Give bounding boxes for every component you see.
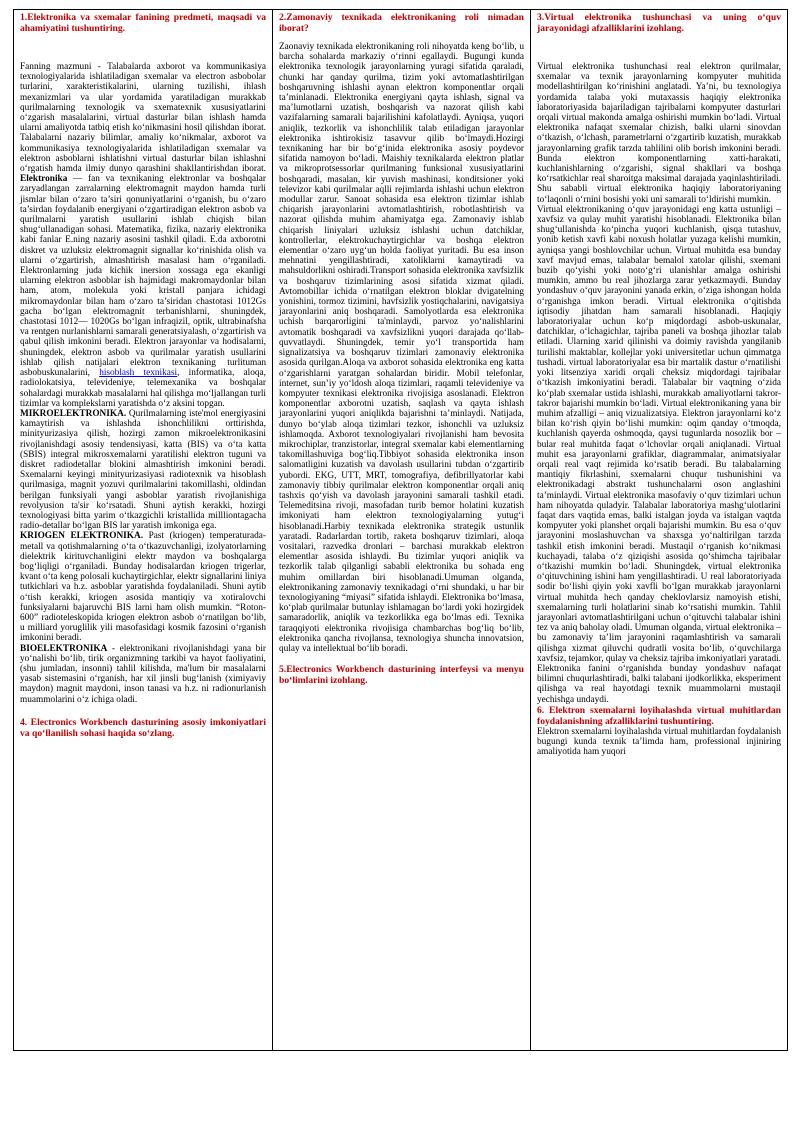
question-1-heading: 1.Elektronika va sxemalar fanining predmeti, maqsadi va ahamiyatini tushuntiring.	[20, 12, 266, 34]
term-bioelektronika: BIOELEKTRONIKA	[20, 643, 108, 654]
term-mikroelektronika: MIKROELEKTRONIKA.	[20, 408, 127, 419]
spacer	[537, 42, 781, 62]
term-kriogen: KRIOGEN ELEKTRONIKA.	[20, 531, 144, 542]
document-table	[13, 9, 788, 1051]
mikroelektronika-paragraph: MIKROELEKTRONIKA. Qurilmalarning iste'mol energiyasini kamaytirish va ishlashda ishonchlilikni orttirishda, minityurizasiya qilish, hozirgi zamon mikroelektronikasini rivojlanishdagi asosiy tendensiyasi, katta (BIS) va o‘ta katta (SBIS) integral mikrosxemalarni yaratilishi elektron tuguni va diskret radiodetallar blokini almashtirish imkonini beradi. Sxemalarni keyingi minityurizasiyasi radiotexnik va hisoblash qurilmasiga, magnit yozuvi qurilmalarini takomillashi, oldindan berilgan funksiyali yangi asboblar yaratish rivojlanishiga revolyusion ta'sir ko‘rsatadi. Shuni aytish kerakki, hozirgi texnologiyasi bitta yarim o‘tkazgichli kristallida millliontagacha radio-detallar bo‘lgan BIS lar yaratish imkoniga ega.	[20, 408, 266, 532]
question-6-text: Elektron sxemalarni loyihalashda virtual muhitlardan foydalanish bugungi kunda texnik ta’limda ham, professional injiniring amaliyotida ham yuqori	[537, 726, 781, 758]
bioelektronika-paragraph: BIOELEKTRONIKA - elektronikani rivojlanishdagi yana bir yo‘nalishi bo‘lib, tirik organizmning tarkibi va hayot faoliyatini, (shu jumladan, insonni) tahlil kilishda, ma'lum bir masalalarni yasab sistemasini o‘rganish, har xil jinsli bug‘lanish (ximiyaviy maydon) magnit maydoni, inson tanasi va h.z. ni radionurlanish muammolarini o‘z ichiga oladi.	[20, 643, 266, 705]
question-3-text: Virtual elektronikaning o‘quv jarayonidagi eng katta ustunligi – xavfsiz va qulay muhit yaratishi hisoblanadi. Elektronika bilan shug‘ullanishda ko‘pincha yuqori kuchlanish, qisqa tutashuv, yonib ketish xavfi kabi noxush holatlar yuzaga kelishi mumkin, ayniqsa yangi boshlovchilar uchun. Virtual muhitda esa bunday xavf mavjud emas, talabalar bemalol xatolar qilishi, sxemani buzib qo‘yishi yoki noto‘g‘ri ulanishlar amalga oshirishi mumkin, ammo bu real jihozlarga zarar yetkazmaydi. Bunday yondashuv o‘quv jarayonini yanada erkin, o‘ziga ishongan holda o‘rganishga imkon beradi. Virtual elektronika o‘qitishda iqtisodiy jihatdan ham samarali hisoblanadi. Haqiqiy laboratoriyalar uchun ko‘p miqdordagi asbob-uskunalar, datchiklar, o‘lchagichlar, tajriba paneli va boshqa jihozlar talab etiladi. Ularning xarid qilinishi va doimiy ravishda yangilanib turilishi maktablar, kollejlar yoki universitetlar uchun qimmatga tushadi. virtual laboratoriyalar esa bir martalik dastur o‘rnatilishi yoki litsenziya xaridi orqali cheksiz miqdordagi tajribalar o‘tkazish imkoniyatini beradi. Talabalar bir vaqtning o‘zida ko‘plab sxemalar ustida ishlashi, murakkab amaliyotlarni takror-takror bajarishi mumkin bo‘ladi. Virtual elektronikaning yana bir muhim afzalligi – aniq vizualizatsiya. Elektron jarayonlarni ko‘z bilan ko‘rish qiyin bo‘lishi mumkin: oqim qanday o‘tmoqda, kuchlanish qayerda oshmoqda, qaysi tugunlarda nosozlik bor – bular real muhitda faqat o‘lchovlar orqali aniqlanadi. Virtual muhit esa jarayonlarni grafiklar, diagrammalar, animatsiyalar orqali real vaqt rejimida ko‘rsatib beradi. Bu talabalarning mantiqiy fikrlashini, sxemalarni chuqur tushunishini va elektronikadagi abstrakt tushunchalarni oson anglashini ta’minlaydi. Virtual elektronika masofaviy o‘quv tizimlari uchun ham nihoyatda quladyir. Talabalar laboratoriya mashg‘ulotlarini faqat dars vaqtida emas, balki istalgan joyda va istalgan vaqtda kompyuter yoki planshet orqali bajarishi mumkin. Bu esa o‘quv jarayonini moslashuvchan va shaxsga yo‘naltirilgan tarzda tashkil etish imkonini beradi. Mustaqil o‘rganish ko‘nikmasi kuchayadi, talaba o‘z qiziqishi asosida qo‘shimcha tajribalar o‘tkazishi mumkin bo‘ladi. Shuningdek, virtual elektronika o‘qituvchining ishini ham yengillashtiradi. U real laboratoriyada sodir bo‘lishi qiyin yoki xavfli bo‘lgan murakkab jarayonlarni virtual muhitda hech qanday cheklovlarsiz namoyish etishi, sxemalarning turli holatlarini sinab ko‘rsatishi mumkin. Tahlil jarayonlari avtomatlashtirilgani uchun o‘qituvchi talabalar ishini tez va aniq baholay oladi. Umuman olganda, virtual elektronika – bu zamonaviy ta’lim jarayonini raqamlashtirish va samarali qilishga xizmat qiluvchi qudratli vosita bo‘lib, o‘quvchilarga xavfsiz, tejamkor, qulay va cheksiz tajriba imkoniyatlari yaratadi. Elektronika fanini o‘rganishda bunday yondashuv nafaqat bilimni chuqurlashtiradi, balki talabani ijodkorlikka, eksperiment qilishga va real hayotdagi texnik muammolarni mustaqil yechishga undaydi.	[537, 204, 781, 705]
spacer	[20, 42, 266, 62]
question-1-text: Fanning mazmuni - Talabalarda axborot va kommunikasiya texnologiyalarida ishlatiladigan sxemalar va electron asbobolar turlarini, xarakteristikalarini, ularning tuzilishi, ihlash mexanizmlari va ular yordamida yaratiladigan murakkab qurilmalarning texnologik va sxematexnik xususiyatlarini o‘zgarish masalalarini, virtual dasturlar bilan ishlash hamda ularni amaliyotda tatbiq etish ko‘nikmasini hosil qilishdan iborat. Talabalarni nazariy bilimlar, amaliy ko‘nikmalar, axborot va kommunikasiya texnologiyalarida ishlatiladigan sxemalar va elektron asboblarni ishlatishni virtual dasturlar bilan ishlashni o‘rgatish hamda ilmiy dunyo qarashini shakllantirishdan iborat. Elektronika — fan va texnikaning elektronlar va boshqalar zaryadlangan zarralarning elektromagnit maydon hamda turli jismlar bilan o‘zaro ta’siri qonuniyatlarini o‘rganish, bu o‘zaro ta’sirdan foydalanib energiyani o‘zgartiradigan elektron asbob va qurilmalarni yaratish usullarini ishlab chiqish bilan shug‘ullanadigan sohasi. Matematika, fizika, nazariy elektronika kabi fanlar E.ning nazariy asosini tashkil qiladi. E.da axborotni diskret va uzluksiz elektromagnit signallar ko‘rinishida olish va ularni o‘zgartirish, almashtirish masalasi ham o‘rganiladi. Elektronlarning juda kichik inersion xossaga ega ekanligi ularning elektron asboblar ish hajmidagi makromaydonlar bilan ham, atom, molekula yoki kristall panjara ichidagi mikromaydonlar bilan ham o‘zaro ta’siridan chastotasi 1012Gs gacha bo‘lgan elektromagnit terbanishlarni, shuningdek, chastotasi 1012— 1020Gs bo‘lgan infraqizil, optik, ultrabinafsha va rentgen nurlanishlarni samarali generatsiyalash, o‘zgartirish va qabul qilish imkonini beradi. Elektron jarayonlar va hodisalarni, shuningdek, elektron asbob va qurilmalar yaratish usullarini ishlab qilish natijalari elektron texnikaning turlituman asbobuskunalarini, hisoblash texnikasi, informatika, aloqa, radiolokatsiya, televideniye, telemexanika va boshqalar sohalardagi murakkab masalalarni hal qilishga mo‘ljallangan turli tizimlar va komplekslarni yaratishda o‘z aksini topgan.	[20, 62, 266, 409]
question-2-text: Zaonaviy texnikada elektronikaning roli nihoyatda keng bo‘lib, u barcha sohalarda markaziy o‘rinni egallaydi. Bugungi kunda elektronika texnologik jarayonlarning yuragi sifatida qaraladi, chunki har qanday qurilma, tizim yoki avtomatlashtirilgan boshqaruvning ishlashi aynan elektron komponentlar orqali ta’minlanadi. Elektronika energiyani qayta ishlash, signal va ma’lumotlarni uzatish, boshqarish va nazorat qilish kabi vazifalarning samarali bajarilishini kafolatlaydi. Ayniqsa, yuqori aniqlik, tezkorlik va ishonchlilik talab etiladigan jarayonlar elektronika ishtirokisiz tasavvur qilib bo‘lmaydi.Hozirgi texnikaning har bir bo‘g‘inida elektronika asosiy poydevor sifatida namoyon bo‘ladi. Maishiy texnikalarda elektron platlar va mikroprotsessorlar qurilmaning funksional xususiyatlarini boshqaradi, masalan, kir yuvish mashinasi, konditsioner yoki televizor kabi qurilmalar aqlli rejimlarda ishlashi uchun elektron modullar zarur. Sanoat sohasida esa elektron tizimlar ishlab chiqarish jarayonlarini avtomatlashtirish, robotlashtirish va nazorat qilishda muhim ahamiyatga ega. Zamonaviy ishlab chiqarish liniyalari uzluksiz ishlashi uchun datchiklar, kontrollerlar, elektrokuchaytirgichlar va boshqa elektron elementlar o‘zaro uyg‘un holda faoliyat yuritadi. Bu esa inson mehnatini yengillashtiradi, xatoliklarni kamaytiradi va mahsuldorlikni oshiradi.Transport sohasida elektronika xavfsizlik va boshqaruv tizimlarining asosi sifatida xizmat qiladi. Avtomobillar ichida o‘rnatilgan elektron bloklar dvigatelning yonishini, tormoz tizimini, havfsizlik yostiqchalarini, navigatsiya jarayonlarini aniq boshqaradi. Samolyotlarda esa elektronika uchish barqarorligini ta'minlaydi, parvoz yo‘nalishlarini avtomatik boshqaradi va xavfsizlikni yuqori darajada qo‘llab-quvvatlaydi. Shuningdek, temir yo‘l transportida ham signalizatsiya va boshqaruv tizimlari zamonaviy elektronika asosida qurilgan.Aloqa va axborot sohasida elektronika eng katta o‘zgarishlarni yaratgan sohalardan biridir. Mobil telefonlar, internet, sun’iy yo‘ldosh aloqa tizimlari, raqamli televideniye va kompyuter texnikasi elektronika rivojisiga asoslanadi. Elektron komponentlar axborotni uzatish, saqlash va qayta ishlash jarayonlarini yuqori aniqlikda bajarishni ta’minlaydi. Natijada, dunyo bo‘ylab aloqa tizimlari tezkor, ishonchli va uzluksiz ishlamoqda. Axborot texnologiyalari rivojlanishi ham bevosita mikrochiplar, tranzistorlar, integral sxemalar kabi elementlarning takomillashuviga bog‘liq.Tibbiyot sohasida elektronika inson salomatligini kuzatish va davolash usullarini tubdan o‘zgartirib yubordi. EKG, UTT, MRT, tomografiya, defibrillyatorlar kabi zamonaviy tibbiy qurilmalar elektron komponentlar orqali aniq tashxis qo‘yish va davolash jarayonini samarali tashkil etadi. Telemeditsina rivoji, masofadan turib bemor holatini kuzatish imkoniyati ham elektron texnologiyalarning yutug‘i hisoblanadi.Harbiy texnikada elektronika strategik ustunlik yaratadi. Radarlardan tortib, raketa boshqaruv tizimlari, aloqa vositalari, razvedka dronlari – barchasi murakkab elektron elementlar asosida ishlaydi. Bu tizimlar yuqori aniqlik va tezkorlik talab qilganligi sababli elektronika bu sohada eng muhim omillardan biri hisoblanadi.Umuman olganda, elektronikaning zamonaviy texnikadagi o‘rni shundaki, u har bir texnologiyaning “miyasi” sifatida ishlaydi. Elektronika bo‘lmasa, ko‘plab qurilmalar butunlay ishlamagan bo‘lardi yoki hozirgidek samaradorlik, aniqlik va tezkorlikka ega bo‘lmas edi. Texnika taraqqiyoti elektronika rivojisiga chambarchas bog‘liq bo‘lib, elektronika qancha rivojlansa, texnologiya shuncha innovatsion, qulay va intellektual bo‘lib boradi.	[279, 42, 524, 654]
question-4-heading: 4. Electronics Workbench dasturining asosiy imkoniyatlari va qo‘llanilish sohasi haqida so‘zlang.	[20, 716, 266, 739]
question-3-heading: 3.Virtual elektronika tushunchasi va uning o‘quv jarayonidagi afzalliklarini izohlang.	[537, 12, 781, 34]
question-3-intro: Virtual elektronika tushunchasi real elektron qurilmalar, sxemalar va texnik jarayonlarning kompyuter muhitida modellashtirilgan ko‘rinishini anglatadi. Ya’ni, bu texnologiya yordamida talaba yoki mutaxassis haqiqiy elektronika laboratoriyasida bajariladigan tajribalarni kompyuter dasturlari orqali virtual makonda amalga oshirishi mumkin bo‘ladi. Virtual elektronika nafaqat sxemalar chizish, balki ularni sinovdan o‘tkazish, o‘lchash, parametrlarni o‘zgartirib kuzatish, murakkab jarayonlarning grafik tarzda tahlilini olib borish imkonini beradi. Bunda elektron komponentlarning xatti-harakati, kuchlanishlarning o‘zgarishi, signal shakllari va boshqa ko‘rsatkichlar real sharoitga maksimal darajada yaqinlashtiriladi. Shu sababli virtual elektronika haqiqiy laboratoriyaning to‘laqonli o‘rnini bosishi yoki uni samarali to‘ldirishi mumkin.	[537, 62, 781, 205]
column-3	[530, 10, 787, 1050]
hisoblash-texnikasi-link[interactable]: hisoblash texnikasi	[99, 368, 178, 379]
column-2	[272, 10, 530, 1050]
question-5-heading: 5.Electronics Workbench dasturining interfeysi va menyu bo‘limlarini izohlang.	[279, 664, 524, 687]
kriogen-paragraph: KRIOGEN ELEKTRONIKA. Past (kriogen) temperaturada-metall va qotishmalarning o‘ta o‘tkazuvchanligi, izolyatorlarning dielektrik kirituvchanligini elektr maydon va boshqalarga bog‘liqligi o‘rganiladi. Bunday hodisalardan kriogen trigerlar, kvant o‘ta keng polosali kuchaytirgichlar, elektr signallarini liniya tutkichlari va h.z. asboblar yaratishda foydalaniladi. Shuni aytib o‘tish kerakki, kriogen asosida mantiqiy va xotiralovchi funksiyalarni bajaruvchi BIS larni ham olish mumkin. “Roton-600” radioteleskopida kriogen elektron asbob o‘rnatilgan bo‘lib, u milliard yoruglilik yili masofasidagi kosmik fazosini o‘rganish imkonini beradi.	[20, 531, 266, 644]
question-6-heading: 6. Elektron sxemalarni loyihalashda virtual muhitlardan foydalanishning afzalliklarini tushuntiring.	[537, 704, 781, 727]
term-elektronika: Elektronika	[20, 174, 68, 185]
column-1	[14, 10, 272, 1050]
question-2-heading: 2.Zamonaviy texnikada elektronikaning roli nimadan iborat?	[279, 12, 524, 34]
